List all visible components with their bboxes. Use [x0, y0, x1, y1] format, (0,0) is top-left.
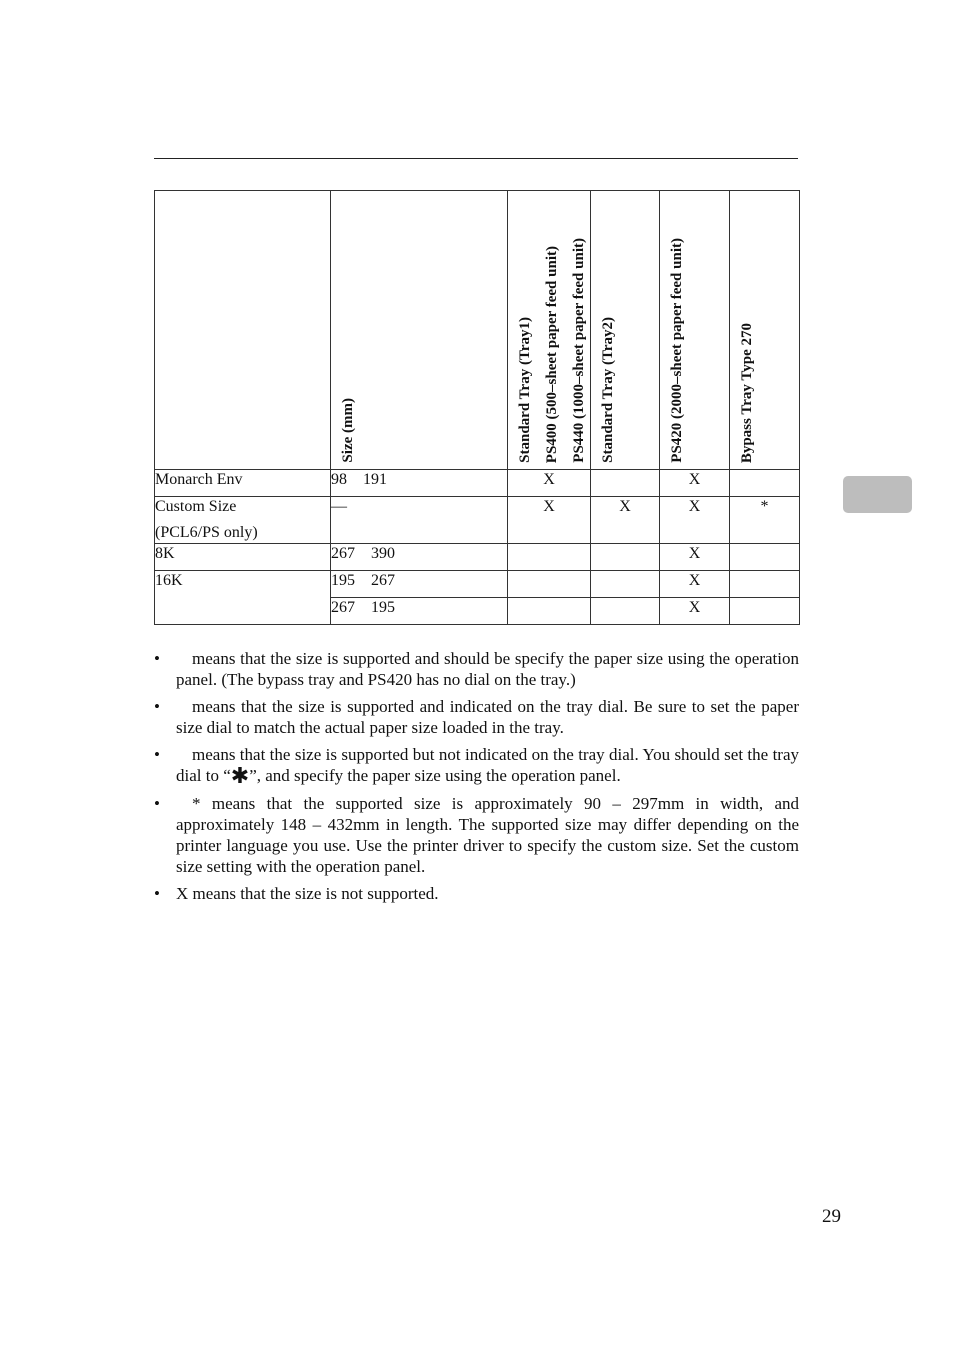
ps420-cell: X — [660, 571, 730, 598]
bullet-icon: • — [154, 745, 160, 764]
header-ps400-label: PS400 (500–sheet paper feed unit) — [544, 245, 560, 463]
header-bypass — [730, 191, 800, 470]
table-header-row — [155, 191, 800, 470]
note-text-cont: ”, and specify the paper size using the operation panel. — [249, 766, 621, 785]
paper-name-cell: 16K — [155, 571, 331, 625]
table-row — [155, 571, 800, 598]
paper-name-cell: Monarch Env — [155, 470, 331, 497]
header-ps420 — [660, 191, 730, 470]
header-tray1-label: Standard Tray (Tray1) — [517, 317, 533, 463]
paper-name-line2: (PCL6/PS only) — [155, 524, 258, 541]
header-tray2 — [591, 191, 660, 470]
ps420-cell: X — [660, 598, 730, 625]
size-cell: 98 191 — [331, 470, 508, 497]
header-tray1-group — [508, 191, 591, 470]
bullet-icon: • — [154, 794, 160, 813]
bypass-cell — [730, 571, 800, 598]
ps420-cell: X — [660, 544, 730, 571]
note-text: X means that the size is not supported. — [176, 884, 439, 903]
table-row — [155, 544, 800, 571]
note-text: means that the size is supported and indicated on the tray dial. Be sure to set the paper size dial to match the actual paper size loaded in the tray. — [176, 697, 799, 737]
tray1-cell — [508, 544, 591, 571]
page-number: 29 — [822, 1206, 841, 1227]
note-item — [154, 793, 799, 877]
note-item — [154, 648, 799, 690]
tray2-cell — [591, 544, 660, 571]
note-text: means that the size is supported and should be specify the paper size using the operation panel. (The bypass tray and PS420 has no dial on the tray.) — [176, 649, 799, 689]
note-text: * means that the supported size is approximately 90 – 297mm in width, and approximately 148 – 432mm in length. The supported size may differ depending on the printer language you use. Use the printer driver to specify the custom size. Set the custom size setting with the operation panel. — [176, 794, 799, 876]
header-rule — [154, 158, 798, 159]
bullet-icon: • — [154, 649, 160, 668]
paper-name-cell — [155, 497, 331, 544]
bullet-icon: • — [154, 884, 160, 903]
paper-size-table — [154, 190, 800, 625]
note-item — [154, 883, 799, 904]
header-bypass-label: Bypass Tray Type 270 — [739, 322, 755, 463]
table-row — [155, 497, 800, 544]
size-cell: 267 390 — [331, 544, 508, 571]
bypass-cell — [730, 470, 800, 497]
size-cell: — — [331, 497, 508, 544]
size-cell: 267 195 — [331, 598, 508, 625]
size-cell: 195 267 — [331, 571, 508, 598]
tray1-cell — [508, 598, 591, 625]
paper-name-line1: Custom Size — [155, 498, 237, 515]
header-paper-name — [155, 191, 331, 470]
header-ps420-label: PS420 (2000–sheet paper feed unit) — [669, 238, 685, 463]
bypass-cell — [730, 544, 800, 571]
ps420-cell: X — [660, 470, 730, 497]
tray2-cell: X — [591, 497, 660, 544]
tray1-cell: X — [508, 497, 591, 544]
header-size — [331, 191, 508, 470]
header-tray2-label: Standard Tray (Tray2) — [600, 317, 616, 463]
tray2-cell — [591, 571, 660, 598]
bypass-cell: * — [730, 497, 800, 544]
tray2-cell — [591, 470, 660, 497]
table-row — [155, 470, 800, 497]
note-item — [154, 744, 799, 787]
note-item — [154, 696, 799, 738]
chapter-tab-marker — [843, 476, 912, 513]
legend-notes — [154, 648, 799, 910]
header-ps440-label: PS440 (1000–sheet paper feed unit) — [571, 238, 587, 463]
note-text: means that the size is supported but not indicated on the tray dial. You should set the tray dial to “ — [176, 745, 799, 785]
paper-name-cell: 8K — [155, 544, 331, 571]
ps420-cell: X — [660, 497, 730, 544]
asterisk-star-icon: ✱ — [230, 764, 250, 789]
tray1-cell: X — [508, 470, 591, 497]
bullet-icon: • — [154, 697, 160, 716]
tray2-cell — [591, 598, 660, 625]
bypass-cell — [730, 598, 800, 625]
tray1-cell — [508, 571, 591, 598]
header-size-label: Size (mm) — [340, 398, 356, 463]
